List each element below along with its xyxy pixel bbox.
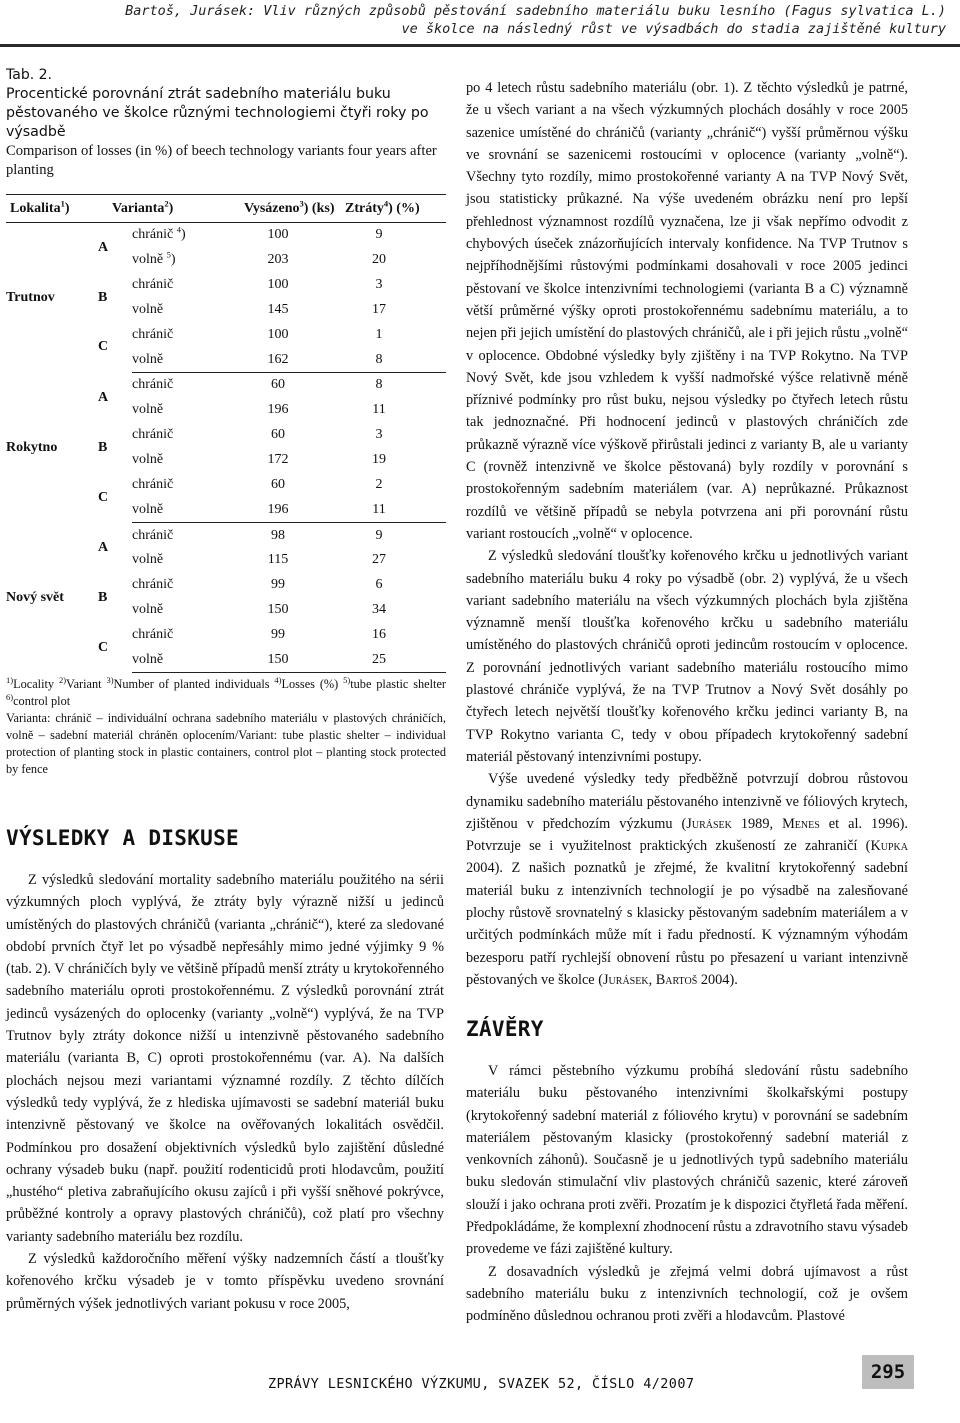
table-header-row xyxy=(6,195,446,223)
results-paragraph-5: Výše uvedené výsledky tedy předběžně potvrzují dobrou růstovou dynamiku sadebního materiálu pěstovaného intenzivně ve fóliových krytech, zjištěnou v předchozím výzkumu (Jurásek 1989, Menes et al. 1996). Potvrzuje se i využitelnost praktických zkušeností ze zahraničí (Kupka 2004). Z našich poznatků je zřejmé, že kvalitní krytokořenný sadební materiál buku z intenzivních technologií je po výsadbě na zalesňované plochy růstově srovnatelný s klasicky pěstovaným sadebním materiálem a v určitých podmínkách může mít i řadu předností. K významným výhodám bezesporu patří rychlejší obnovení růstu po přesazení u variant intenzivně pěstovaných ve školce (Jurásek, Bartoš 2004). xyxy=(466,771,908,988)
cell-loss: 34 xyxy=(372,602,386,618)
citation-kupka: Kupka xyxy=(870,838,908,855)
table-row xyxy=(6,523,446,548)
results-text-left xyxy=(6,869,444,1315)
cell-planting: chránič xyxy=(132,626,174,642)
cell-planting: volně xyxy=(132,647,244,672)
cell-loss: 11 xyxy=(312,497,446,522)
footnote-3: $^{3)}$Number of planted individuals xyxy=(106,675,270,692)
header-variant: Varianta$^2$) xyxy=(98,195,244,223)
cell-variant: A xyxy=(98,539,109,555)
cell-planting: chránič xyxy=(132,277,174,293)
cell-loss: 20 xyxy=(372,252,386,268)
cell-loss: 17 xyxy=(372,301,386,317)
results-paragraph-3: po 4 letech růstu sadebního materiálu (obr. 1). Z těchto výsledků je patrné, že u všech variant a na všech výzkumných plochách dosáhly v roce 2005 sazenice umístěné do chráničů (varianty „chránič“) vyšší průměrnou výšku ve srovnání se sazenicemi rostoucími v oplocence (varianty „volně“). Všechny tyto rozdíly, mimo prostokořenné varianty A na TVP Nový Svět, jsou statisticky průkazné. Na výše uvedeném obrázku není pro lepší přehlednost významnost rozdílů vyznačena, lze ji však nepřímo odvodit z chybových úseček znázorňujících intervaly konfidence. Na TVP Trutnov s nejpříhodnějšími růstovými podmínkami dosahovali v roce 2005 jedinci pěstovaní ve školce intenzivními technologiemi (varianta B a C) významně větší průměrné výšky oproti prostokořennému sadebnímu materiálu, a to nejen při jejich umístění do plastových chráničů, ale i při jejich růstu „volně“ v oplocence. Obdobné výsledky byly zjištěny i na TVP Rokytno. Na TVP Nový Svět, kde jsou vzhledem k vyšší nadmořské výšce relativně méně příznivé podmínky pro růst buku, nejsou výsledky po čtyřech letech růstu tak jednoznačné. Při hodnocení jedinců v plastových chráničích zde průkazně výrazně více výškově přirůstali jedinci z varianty B, ale u varianty C (rovněž intenzivně ve školce pěstovaná) byly rozdíly v porovnání s prostokořenným sadebním materiálem (var. A) neprůkazné. Průkaznost rozdílů ve většině případů se nebyla potvrzena ani při porovnání růstu variant rostoucích „volně“ v oplocence. xyxy=(466,80,908,542)
cell-variant: C xyxy=(98,489,109,505)
cell-loss: 8 xyxy=(312,347,446,372)
header-planted: Vysázeno$^3$) (ks) Ztráty$^4$) (%) xyxy=(244,195,446,223)
cell-planted-count: 196 xyxy=(244,497,312,522)
cell-planted-count: 162 xyxy=(244,347,312,372)
footer-journal: ZPRÁVY LESNICKÉHO VÝZKUMU, SVAZEK 52, ČÍSLO 4/2007 xyxy=(268,1376,695,1392)
cell-loss: 3 xyxy=(375,427,383,443)
cell-planting: chránič xyxy=(132,326,174,342)
table-body xyxy=(6,223,446,673)
cell-loss: 3 xyxy=(375,277,383,293)
table-title-en: Comparison of losses (in %) of beech technology variants four years after planting xyxy=(6,143,437,178)
citation-jurasek-2004: Jurásek xyxy=(602,971,649,988)
table-row xyxy=(6,223,446,248)
table-notes xyxy=(6,676,446,778)
cell-variant: B xyxy=(98,589,108,605)
cell-planting: volně xyxy=(132,497,244,522)
cell-planted-count: 98 xyxy=(271,527,285,543)
conclusions-paragraph-1: V rámci pěstebního výzkumu probíhá sledování růstu sadebního materiálu buku pěstovaného intenzivními školkařskými postupy (krytokořenný sadební materiál z fóliového krytu) v porovnání se sadebním materiálem pěstovaným klasicky (prostokořenný sadební materiál z venkovních záhonů). Současně je u jednotlivých typů sadebního materiálu buku sledován stimulační vliv plastových chráničů sazenic, které zároveň slouží i jako ochrana proti zvěři. Prozatím je k dispozici čtyřletá řada měření. Předpokládáme, že komplexní zhodnocení růstu a zdravotního stavu výsadeb provedeme ve fázi zajištěné kultury. xyxy=(466,1063,908,1258)
cell-planting: volně xyxy=(132,301,164,317)
cell-planted-count: 203 xyxy=(267,252,289,268)
footnote-4: $^{4)}$Losses (%) xyxy=(274,675,339,692)
table-label: Tab. 2. xyxy=(6,67,52,83)
header-rule xyxy=(0,44,960,47)
running-header xyxy=(66,2,946,38)
results-paragraph-1: Z výsledků sledování mortality sadebního materiálu použitého na sérii výzkumných ploch vyplývá, že ztráty byly výrazně nižší u jedinců umístěných do plastových chráničů (varianta „chránič“), které za sledované období prvních čtyř let po výsadbě nepřesáhly mimo jedné výjimky 9 % (tab. 2). V chráničích byly ve většině případů menší ztráty u krytokořenného sadebního materiálu oproti prostokořennému. Z výsledků porovnání ztrát jedinců vysázených do oplocenky (varianty „volně“) vyplývá, že na TVP Trutnov byly ztráty dokonce nižší u intenzivně pěstovaného sadebního materiálu (varianta B, C) oproti prostokořennému (var. A). Na dalších plochách nejsou mezi variantami významné rozdíly. Z těchto dílčích výsledků tedy vyplývá, že z hlediska ujímavosti se sadební materiál buku intenzivně pěstovaný ve školce na ověřovaných lokalitách osvědčil. Podmínkou pro dosažení objektivních výsledků bylo zajištění důsledné ochrany výsadeb buku (např. použití rodenticidů proti hlodavcům, použití „hustého“ pletiva zabraňujícího okusu zajíců i při vyšší sněhové pokrývce, průběžné kontroly a opravy plastových chráničů), což platí pro všechny varianty sadebního materiálu bez rozdílu. xyxy=(6,872,444,1245)
cell-planted-count: 196 xyxy=(267,402,289,418)
footnote-1: $^{1)}$Locality xyxy=(6,675,55,692)
cell-planted-count: 100 xyxy=(267,326,289,342)
cell-planted-count: 172 xyxy=(267,452,289,468)
running-header-line-2: ve školce na následný růst ve výsadbách do stadia zajištěné kultury xyxy=(401,21,946,37)
cell-loss: 6 xyxy=(375,577,383,593)
cell-loss: 19 xyxy=(372,452,386,468)
cell-planted-count: 60 xyxy=(271,476,285,492)
cell-locality: Trutnov xyxy=(6,289,55,305)
cell-loss: 9 xyxy=(375,227,383,243)
cell-variant: B xyxy=(98,289,108,305)
cell-planting: volně xyxy=(132,452,164,468)
cell-loss: 27 xyxy=(372,552,386,568)
cell-loss: 11 xyxy=(372,402,386,418)
running-header-line-1: Bartoš, Jurásek: Vliv různých způsobů pěstování sadebního materiálu buku lesního (Fagus sylvatica L.) xyxy=(125,3,946,19)
table-title-cz: Procentické porovnání ztrát sadebního materiálu buku pěstovaného ve školce různými technologiemi čtyři roky po výsadbě xyxy=(6,86,429,140)
cell-planted-count: 60 xyxy=(271,427,285,443)
losses-table xyxy=(6,194,446,673)
cell-planting: chránič xyxy=(132,577,174,593)
citation-bartos: Bartoš xyxy=(655,971,698,988)
results-paragraph-4: Z výsledků sledování tloušťky kořenového krčku u jednotlivých variant sadebního materiálu buku 4 roky po výsadbě (obr. 2) vyplývá, že u všech variant sadebního materiálu na všech výzkumných plochách byla zjištěna významně menší tloušťka kořenového krčku u sadebního materiálu umístěného do plastových chráničů oproti jedincům rostoucím v oplocence. Z porovnání jednotlivých variant sadebního materiálu rostoucího mimo plastové chrániče vyplývá, že na TVP Trutnov a Nový Svět dosáhly po čtyřech letech největší tloušťky kořenového krčku jedinci varianty B, na TVP Rokytno varianta C, tedy v obou případech krytokořenný sadební materiál pěstovaný intenzivními postupy. xyxy=(466,548,908,765)
conclusions-text xyxy=(466,1060,908,1328)
cell-planted-count: 60 xyxy=(271,377,285,393)
header-locality: Lokalita$^1$) xyxy=(6,195,98,223)
table-row xyxy=(6,373,446,398)
cell-planting: volně $^5$) xyxy=(132,249,176,268)
heading-conclusions: ZÁVĚRY xyxy=(466,1017,544,1041)
cell-loss: 8 xyxy=(375,377,383,393)
heading-results: VÝSLEDKY A DISKUSE xyxy=(6,826,239,850)
cell-planting: chránič xyxy=(132,427,174,443)
cell-planted-count: 150 xyxy=(244,647,312,672)
cell-planting: chránič xyxy=(132,476,174,492)
cell-planting: chránič xyxy=(132,377,174,393)
results-paragraph-2: Z výsledků každoročního měření výšky nadzemních částí a tloušťky kořenového krčku výsadeb je v tomto příspěvku uvedeno srovnání průměrných výšek jednotlivých variant pokusu v roce 2005, xyxy=(6,1251,444,1312)
cell-planting: chránič $^4$) xyxy=(132,224,186,243)
cell-loss: 9 xyxy=(375,527,383,543)
footnote-2: $^{2)}$Variant xyxy=(58,675,102,692)
cell-locality: Rokytno xyxy=(6,439,58,455)
footnote-5: $^{5)}$tube plastic shelter xyxy=(343,675,447,692)
citation-jurasek-1989: Jurásek xyxy=(686,815,732,832)
cell-variant: A xyxy=(98,389,109,405)
cell-loss: 2 xyxy=(375,476,383,492)
cell-loss: 1 xyxy=(375,326,383,342)
cell-planting: volně xyxy=(132,402,164,418)
citation-menes: Menes xyxy=(782,815,820,832)
cell-planted-count: 150 xyxy=(267,602,289,618)
cell-variant: B xyxy=(98,439,108,455)
cell-locality: Nový svět xyxy=(6,589,64,605)
cell-variant: C xyxy=(98,339,109,355)
page-number: 295 xyxy=(862,1355,914,1389)
cell-planting: volně xyxy=(132,552,164,568)
cell-planting: chránič xyxy=(132,527,174,543)
cell-loss: 16 xyxy=(372,626,386,642)
footnote-variants: Varianta: chránič – individuální ochrana sadebního materiálu v plastových chráničích, volně – sadební materiál chráněn oplocením/Variant: tube plastic shelter – individual protection of planting stock in plastic containers, control plot – planting stock protected by fence xyxy=(6,711,446,777)
cell-planted-count: 99 xyxy=(271,626,285,642)
cell-planted-count: 100 xyxy=(267,227,289,243)
cell-planted-count: 100 xyxy=(267,277,289,293)
right-column xyxy=(466,77,908,991)
footnote-6: $^{6)}$control plot xyxy=(6,692,71,709)
cell-variant: C xyxy=(98,639,109,655)
conclusions-paragraph-2: Z dosavadních výsledků je zřejmá velmi dobrá ujímavost a růst sadebního materiálu buku z intenzivních technologií, což je ovšem podmíněno důslednou ochranou proti zvěři a hlodavcům. Plastové xyxy=(466,1263,908,1325)
cell-planting: volně xyxy=(132,602,164,618)
left-column xyxy=(6,66,446,778)
cell-variant: A xyxy=(98,239,109,255)
cell-planted-count: 115 xyxy=(267,552,289,568)
cell-planted-count: 99 xyxy=(271,577,285,593)
cell-planting: volně xyxy=(132,347,244,372)
cell-planted-count: 145 xyxy=(267,301,289,317)
cell-loss: 25 xyxy=(312,647,446,672)
